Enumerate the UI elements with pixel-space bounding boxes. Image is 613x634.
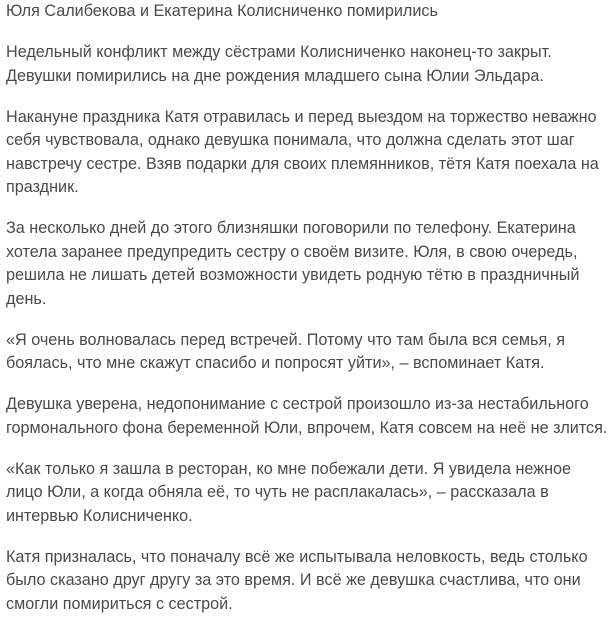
article-paragraph: Накануне праздника Катя отравилась и перед выездом на торжество неважно себя чувствовала, однако девушка понимала, что должна сделать этот шаг навстречу сестре. Взяв подарки для своих племянников, тётя Катя поехала на праздник. [6,107,599,196]
article-title: Юля Салибекова и Екатерина Колисниченко помирились [6,2,438,20]
article-paragraph: Недельный конфликт между сёстрами Колисниченко наконец-то закрыт. Девушки помирились на дне рождения младшего сына Юлии Эльдара. [6,43,552,85]
article-body [6,0,611,634]
article-paragraph: Катя призналась, что поначалу всё же испытывала неловкость, ведь столько было сказано друг другу за это время. И всё же девушка счастлива, что они смогли помириться с сестрой. [6,547,588,613]
article-quote-paragraph: «Я очень волновалась перед встречей. Потому что там была вся семья, я боялась, что мне скажут спасибо и попросят уйти», – вспоминает Катя. [6,330,565,372]
article-paragraph: За несколько дней до этого близняшки поговорили по телефону. Екатерина хотела заранее предупредить сестру о своём визите. Юля, в свою очередь, решила не лишать детей возможности увидеть родную тётю в праздничный день. [6,219,580,308]
article-paragraph: Девушка уверена, недопонимание с сестрой произошло из-за нестабильного гормонального фона беременной Юли, впрочем, Катя совсем на неё не злится. [6,395,608,437]
article-quote-paragraph: «Как только я зашла в ресторан, ко мне побежали дети. Я увидела нежное лицо Юли, а когда обняла её, то чуть не расплакалась», – рассказала в интервью Колисниченко. [6,459,572,525]
